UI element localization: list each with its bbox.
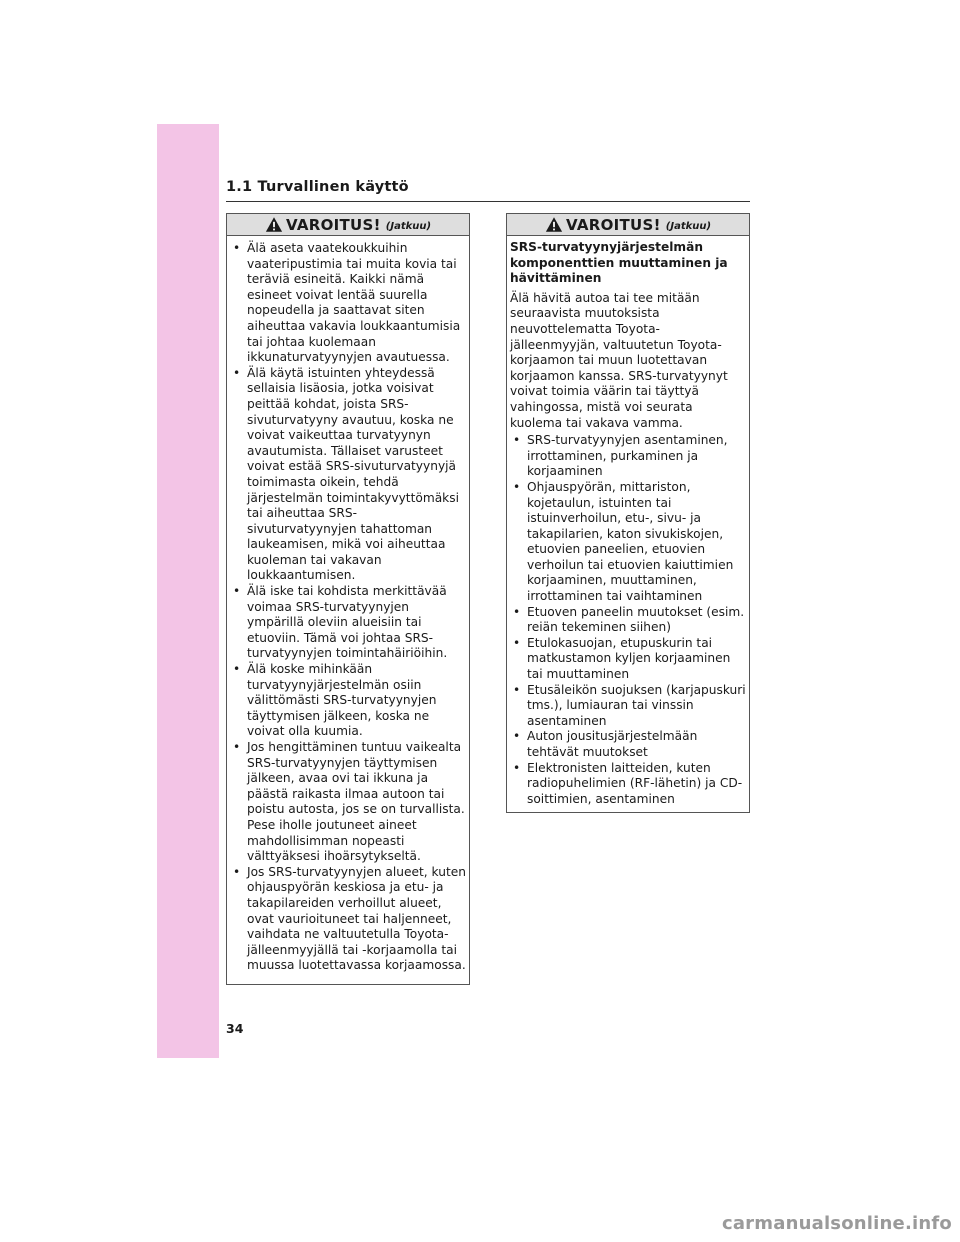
- warning-title: VAROITUS!: [285, 215, 381, 234]
- list-item: • Älä aseta vaatekoukkuihin vaateripustimia tai muita kovia tai teräviä esineitä. Kaikki nämä esineet voivat lentää suurella nopeudella ja saattavat siten aiheuttaa vakavia loukkaantumisia tai johtaa kuolemaan ikkunaturvatyynyjen avautuessa.: [230, 241, 466, 366]
- continued-label: (Jatkuu): [665, 221, 712, 232]
- watermark-link[interactable]: carmanualsonline.info: [721, 1213, 952, 1234]
- warning-box-right: [506, 213, 750, 813]
- warning-triangle-icon: [265, 216, 283, 233]
- section-title: 1.1 Turvallinen käyttö: [226, 179, 409, 195]
- subheading: SRS-turvatyynyjärjestelmän komponenttien muuttaminen ja hävittäminen: [510, 240, 728, 286]
- bullet-list: [230, 241, 466, 974]
- warning-header: [227, 214, 469, 236]
- list-item: • Älä koske mihinkään turvatyynyjärjestelmän osiin välittömästi SRS-turvatyynyjen täyttymisen jälkeen, koska ne voivat olla kuumia.: [230, 662, 466, 740]
- list-item: • Elektronisten laitteiden, kuten radiopuhelimien (RF-lähetin) ja CD-soittimien, asentaminen: [510, 761, 746, 808]
- page-number: 34: [226, 1021, 244, 1036]
- side-color-band: [157, 124, 219, 1058]
- list-item: • Ohjauspyörän, mittariston, kojetaulun, istuinten tai istuinverhoilun, etu-, sivu- ja takapilarien, katon sivukiskojen, etuovien paneelien, etuovien verhoilun tai etuovien kaiuttimien korjaaminen, muuttaminen, irrottaminen tai vaihtaminen: [510, 480, 746, 605]
- section-header: [226, 179, 750, 202]
- list-item: • Etuoven paneelin muutokset (esim. reiän tekeminen siihen): [510, 605, 746, 636]
- list-item: • Jos SRS-turvatyynyjen alueet, kuten ohjauspyörän keskiosa ja etu- ja takapilareiden verhoillut alueet, ovat vaurioituneet tai haljenneet, vaihdata ne valtuutetulla Toyota-jälleenmyyjällä tai -korjaamolla tai muussa luotettavassa korjaamossa.: [230, 865, 466, 974]
- list-item: • Auton jousitusjärjestelmään tehtävät muutokset: [510, 729, 746, 760]
- list-item: • Älä käytä istuinten yhteydessä sellaisia lisäosia, jotka voisivat peittää kohdat, joista SRS-sivuturvatyyny avautuu, koska ne voivat vaikeuttaa turvatyynyn avautumista. Tällaiset varusteet voivat estää SRS-sivuturvatyynyjä toimimasta oikein, tehdä järjestelmän toimintakyvyttömäksi tai aiheuttaa SRS-sivuturvatyynyjen tahattoman laukeamisen, mikä voi aiheuttaa kuoleman tai vakavan loukkaantumisen.: [230, 366, 466, 584]
- list-item: • SRS-turvatyynyjen asentaminen, irrottaminen, purkaminen ja korjaaminen: [510, 433, 746, 480]
- warning-triangle-icon: [545, 216, 563, 233]
- warning-title: VAROITUS!: [565, 215, 661, 234]
- warning-header: [507, 214, 749, 236]
- continued-label: (Jatkuu): [385, 221, 432, 232]
- list-item: • Jos hengittäminen tuntuu vaikealta SRS-turvatyynyjen täyttymisen jälkeen, avaa ovi tai ikkuna ja päästä raikasta ilmaa autoon tai poistu autosta, jos se on turvallista. Pese iholle joutuneet aineet mahdollisimman nopeasti välttyäksesi ihoärsytykseltä.: [230, 740, 466, 865]
- list-item: • Etusäleikön suojuksen (karjapuskuri tms.), lumiauran tai vinssin asentaminen: [510, 683, 746, 730]
- warning-body: [227, 236, 469, 974]
- list-item: • Älä iske tai kohdista merkittävää voimaa SRS-turvatyynyjen ympärillä oleviin alueisiin tai etuoviin. Tämä voi johtaa SRS-turvatyynyjen toimintahäiriöihin.: [230, 584, 466, 662]
- list-item: • Etulokasuojan, etupuskurin tai matkustamon kyljen korjaaminen tai muuttaminen: [510, 636, 746, 683]
- bullet-list: [510, 433, 746, 807]
- warning-body: [507, 236, 749, 807]
- intro-paragraph: Älä hävitä autoa tai tee mitään seuraavista muutoksista neuvottelematta Toyota-jälleenmyyjän, valtuutetun Toyota-korjaamon tai muun luotettavan korjaamon kanssa. SRS-turvatyynyt voivat toimia väärin tai täyttyä vahingossa, mistä voi seurata kuolema tai vakava vamma.: [510, 290, 728, 430]
- warning-box-left: [226, 213, 470, 985]
